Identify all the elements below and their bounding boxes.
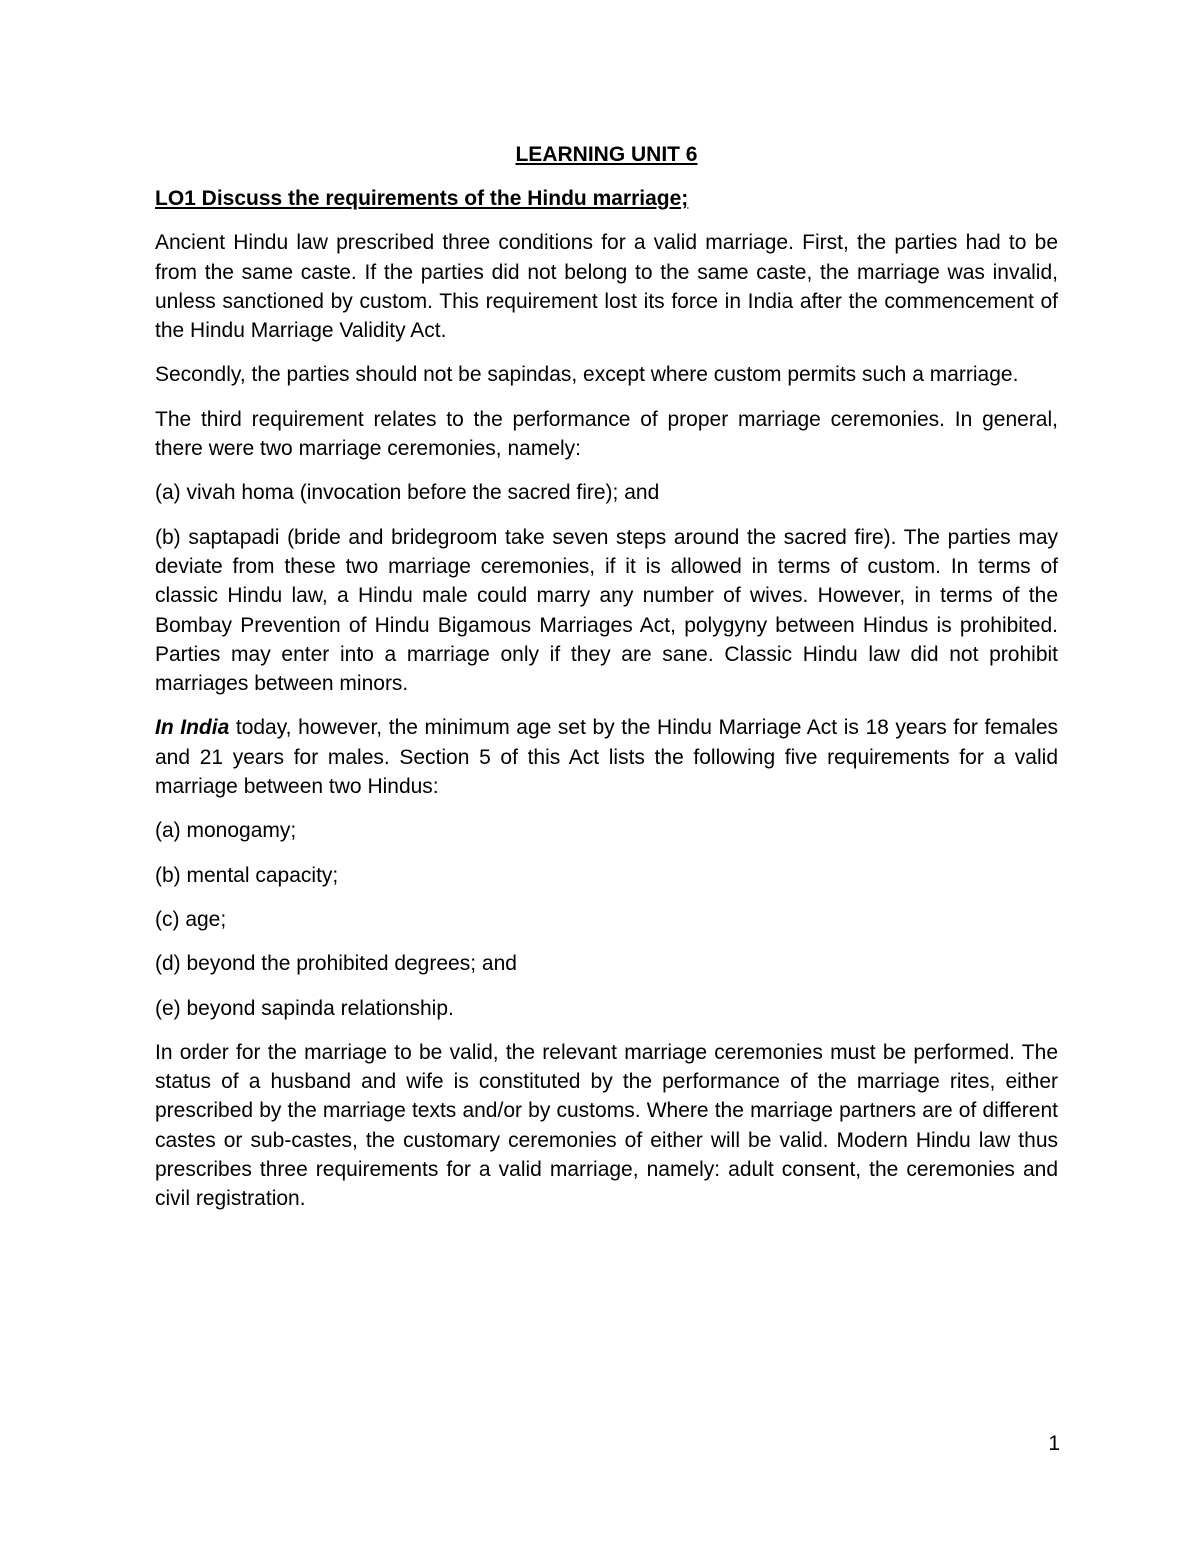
emphasis-in-india: In India bbox=[155, 716, 230, 740]
paragraph-ceremonies: The third requirement relates to the performance of proper marriage ceremonies. In general, there were two marriage ceremonies, namely: bbox=[155, 407, 1058, 461]
page-title: LEARNING UNIT 6 bbox=[515, 143, 698, 166]
list-item: (e) beyond sapinda relationship. bbox=[155, 996, 454, 1020]
list-item: (b) mental capacity; bbox=[155, 863, 339, 887]
paragraph-vivah-homa: (a) vivah homa (invocation before the sacred fire); and bbox=[155, 481, 660, 505]
paragraph-india-today-text: today, however, the minimum age set by the Hindu Marriage Act is 18 years for females and 21 years for males. Section 5 of this Act lists the following five requirements for a valid marriage between two Hindus: bbox=[155, 716, 1059, 799]
paragraph-conclusion: In order for the marriage to be valid, the relevant marriage ceremonies must be performed. The status of a husband and wife is constituted by the performance of the marriage rites, either prescribed by the marriage texts and/or by customs. Where the marriage partners are of different castes or sub-castes, the customary ceremonies of either will be valid. Modern Hindu law thus prescribes three requirements for a valid marriage, namely: adult consent, the ceremonies and civil registration. bbox=[155, 1040, 1058, 1211]
list-item: (a) monogamy; bbox=[155, 819, 297, 843]
page-content bbox=[155, 140, 1058, 1229]
learning-outcome-heading: LO1 Discuss the requirements of the Hindu marriage; bbox=[155, 187, 689, 210]
page-number: 1 bbox=[1048, 1432, 1060, 1455]
paragraph-saptapadi: (b) saptapadi (bride and bridegroom take seven steps around the sacred fire). The parties may deviate from these two marriage ceremonies, if it is allowed in terms of custom. In terms of classic Hindu law, a Hindu male could marry any number of wives. However, in terms of the Bombay Prevention of Hindu Bigamous Marriages Act, polygyny between Hindus is prohibited. Parties may enter into a marriage only if they are sane. Classic Hindu law did not prohibit marriages between minors. bbox=[155, 525, 1058, 696]
paragraph-india-today bbox=[155, 713, 1058, 801]
list-item: (c) age; bbox=[155, 907, 227, 931]
paragraph-sapindas: Secondly, the parties should not be sapindas, except where custom permits such a marriage. bbox=[155, 363, 1019, 387]
list-item: (d) beyond the prohibited degrees; and bbox=[155, 952, 517, 976]
paragraph-ancient-law: Ancient Hindu law prescribed three conditions for a valid marriage. First, the parties had to be from the same caste. If the parties did not belong to the same caste, the marriage was invalid, unless sanctioned by custom. This requirement lost its force in India after the commencement of the Hindu Marriage Validity Act. bbox=[155, 231, 1058, 343]
